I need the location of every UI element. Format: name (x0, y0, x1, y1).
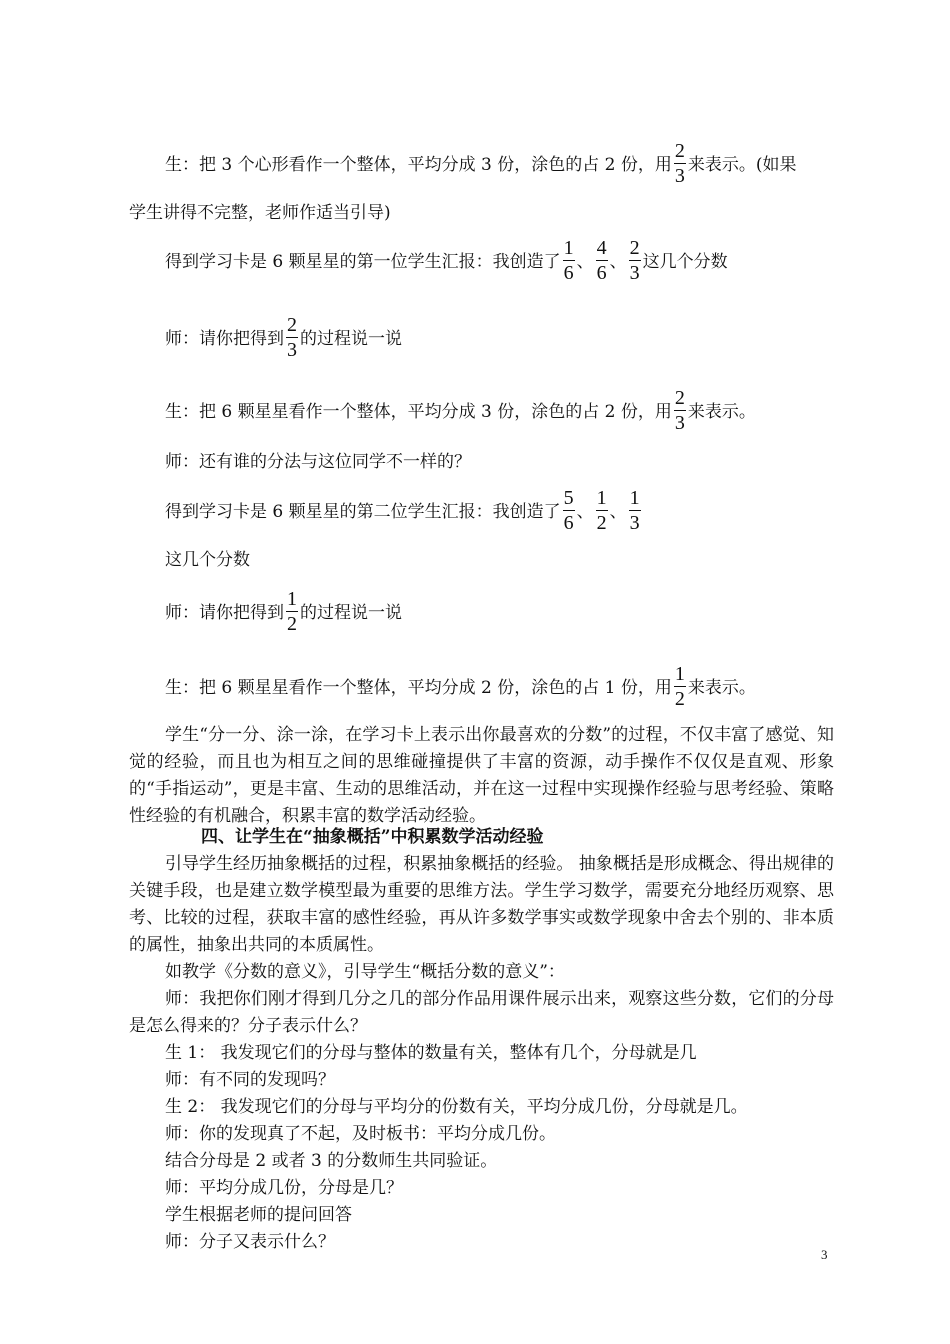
numerator: 2 (674, 387, 685, 409)
student-report-line-continuation: 这几个分数 (165, 550, 250, 570)
student-report-line (165, 237, 728, 285)
line-text: 师：请你把得到 (165, 329, 284, 349)
fraction-bar (674, 410, 686, 411)
fraction (674, 141, 686, 186)
section-paragraph: 生 1： 我发现它们的分母与整体的数量有关，整体有几个，分母就是几 (165, 1043, 697, 1063)
fraction-bar (596, 260, 608, 261)
fraction (563, 238, 575, 283)
separator: 、 (576, 252, 594, 272)
denominator: 3 (674, 165, 685, 187)
separator: 、 (609, 502, 627, 522)
line-text: 生：把 3 个心形看作一个整体，平均分成 3 份，涂色的占 2 份，用 (165, 155, 672, 175)
fraction (563, 488, 575, 533)
dialogue-line (165, 140, 797, 188)
teacher-line: 师：还有谁的分法与这位同学不一样的？ (165, 452, 471, 472)
section-paragraph: 引导学生经历抽象概括的过程，积累抽象概括的经验。 抽象概括是形成概念、得出规律的关键手段，也是建立数学模型最为重要的思维方法。学生学习数学，需要充分地经历观察、思考、比较的过程，获取丰富的感性经验，再从许多数学事实或数学现象中舍去个别的、非本质的属性，抽象出共同的本质属性。 (129, 854, 834, 955)
denominator: 2 (596, 512, 607, 534)
fraction (596, 238, 608, 283)
line-text: 这几个分数 (642, 252, 728, 272)
line-text: 得到学习卡是 6 颗星星的第一位学生汇报：我创造了 (165, 252, 561, 272)
separator: 、 (576, 502, 594, 522)
numerator: 1 (674, 663, 685, 685)
fraction-bar (674, 163, 686, 164)
fraction (286, 315, 298, 360)
numerator: 5 (563, 487, 574, 509)
student-report-line (165, 487, 643, 535)
separator: 、 (609, 252, 627, 272)
student-line (165, 663, 756, 711)
numerator: 1 (563, 237, 574, 259)
fraction (674, 664, 686, 709)
denominator: 6 (596, 262, 607, 284)
fraction-bar (629, 510, 641, 511)
fraction (629, 238, 641, 283)
fraction-bar (286, 337, 298, 338)
teacher-line (165, 588, 402, 636)
section-paragraph: 生 2： 我发现它们的分母与平均分的份数有关，平均分成几份，分母就是几。 (165, 1097, 748, 1117)
fraction-bar (286, 611, 298, 612)
numerator: 2 (674, 140, 685, 162)
fraction-bar (629, 260, 641, 261)
denominator: 2 (674, 688, 685, 710)
section-paragraph: 师：有不同的发现吗？ (165, 1070, 335, 1090)
denominator: 3 (287, 339, 297, 361)
summary-paragraph: 学生“分一分、涂一涂，在学习卡上表示出你最喜欢的分数”的过程，不仅丰富了感觉、知觉的经验，而且也为相互之间的思维碰撞提供了丰富的资源，动手操作不仅仅是直观、形象的“手指运动”，更是丰富、生动的思维活动，并在这一过程中实现操作经验与思考经验、策略性经验的有机融合，积累丰富的数学活动经验。 (129, 725, 834, 826)
denominator: 2 (287, 613, 297, 635)
numerator: 2 (287, 314, 297, 336)
section-heading: 四、让学生在“抽象概括”中积累数学活动经验 (201, 827, 544, 847)
line-text: 的过程说一说 (300, 603, 402, 623)
section-paragraph: 学生根据老师的提问回答 (165, 1205, 352, 1225)
dialogue-line-continuation: 学生讲得不完整，老师作适当引导) (129, 203, 391, 223)
numerator: 2 (629, 237, 640, 259)
denominator: 3 (629, 512, 640, 534)
fraction-bar (563, 510, 575, 511)
numerator: 1 (629, 487, 640, 509)
section-paragraph: 如教学《分数的意义》，引导学生“概括分数的意义”： (165, 962, 565, 982)
line-text: 得到学习卡是 6 颗星星的第二位学生汇报：我创造了 (165, 502, 561, 522)
fraction-bar (674, 686, 686, 687)
line-text: 来表示。 (687, 678, 756, 698)
section-paragraph: 师：你的发现真了不起，及时板书：平均分成几份。 (165, 1124, 556, 1144)
section-paragraph: 结合分母是 2 或者 3 的分数师生共同验证。 (165, 1151, 498, 1171)
numerator: 1 (287, 588, 297, 610)
fraction (596, 488, 608, 533)
section-body (0, 851, 950, 1256)
fraction (674, 388, 686, 433)
denominator: 6 (563, 512, 574, 534)
fraction (629, 488, 641, 533)
page-number: 3 (821, 1247, 828, 1262)
fraction-bar (563, 260, 575, 261)
denominator: 3 (629, 262, 640, 284)
denominator: 3 (674, 412, 685, 434)
teacher-line (165, 314, 402, 362)
line-text: 师：请你把得到 (165, 603, 284, 623)
section-paragraph: 师：分子又表示什么？ (165, 1232, 335, 1252)
student-line (165, 387, 756, 435)
line-text: 的过程说一说 (300, 329, 402, 349)
line-text: 生：把 6 颗星星看作一个整体，平均分成 3 份，涂色的占 2 份，用 (165, 402, 672, 422)
fraction-bar (596, 510, 608, 511)
fraction (286, 589, 298, 634)
line-text: 来表示。(如果 (687, 155, 797, 175)
line-text: 来表示。 (687, 402, 756, 422)
section-paragraph: 师：平均分成几份，分母是几？ (165, 1178, 403, 1198)
denominator: 6 (563, 262, 574, 284)
numerator: 4 (596, 237, 607, 259)
numerator: 1 (596, 487, 607, 509)
line-text: 生：把 6 颗星星看作一个整体，平均分成 2 份，涂色的占 1 份，用 (165, 678, 672, 698)
section-paragraph: 师：我把你们刚才得到几分之几的部分作品用课件展示出来，观察这些分数，它们的分母是怎么得来的？分子表示什么？ (129, 989, 834, 1036)
